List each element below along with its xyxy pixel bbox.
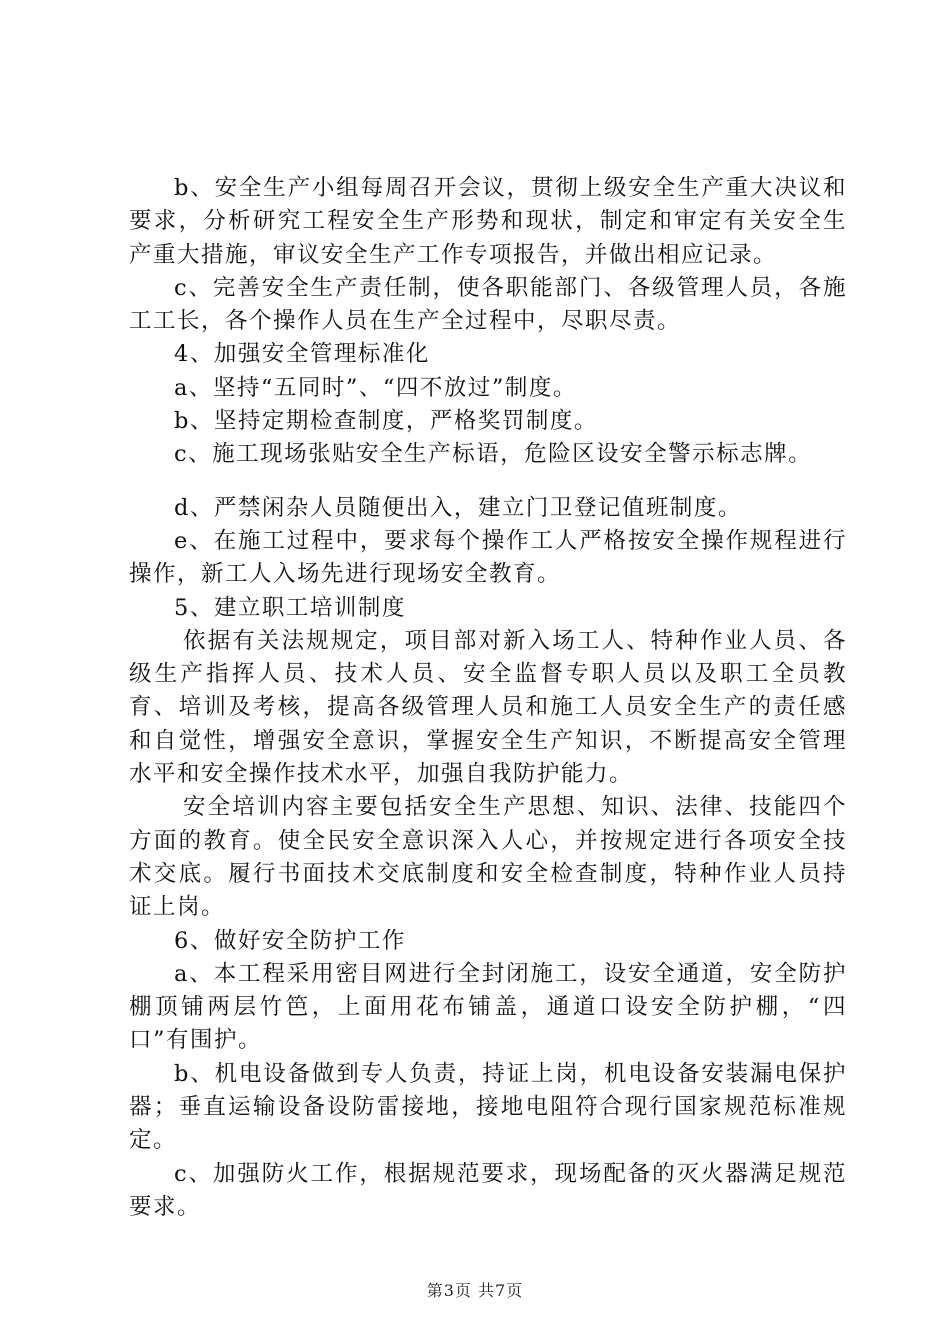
paragraph-d-no-idle-persons: d、严禁闲杂人员随便出入，建立门卫登记值班制度。 [174,494,742,521]
document-body [129,172,847,1224]
paragraph-a-five-simultaneous: a、坚持“五同时”、“四不放过”制度。 [174,374,577,401]
paragraph-b-regular-inspection: b、坚持定期检查制度，严格奖罚制度。 [174,408,598,435]
paragraph-b-weekly-meeting: b、安全生产小组每周召开会议，贯彻上级安全生产重大决议和要求，分析研究工程安全生产形势和现状，制定和审定有关安全生产重大措施，审议安全生产工作专项报告，并做出相应记录。 [129,175,847,268]
paragraph-training-regulations: 依据有关法规规定，项目部对新入场工人、特种作业人员、各级生产指挥人员、技术人员、安全监督专职人员以及职工全员教育、培训及考核，提高各级管理人员和施工人员安全生产的责任感和自觉性，增强安全意识，掌握安全生产知识，不断提高安全管理水平和安全操作技术水平，加强自我防护能力。 [129,627,847,788]
paragraph-c-responsibility-system: c、完善安全生产责任制，使各职能部门、各级管理人员，各施工工长，各个操作人员在生产全过程中，尽职尽责。 [129,274,847,335]
page-number-footer: 第3页 共7页 [426,1281,524,1300]
paragraph-e-operation-rules: e、在施工过程中，要求每个操作工人严格按安全操作规程进行操作，新工人入场先进行现场安全教育。 [129,527,847,588]
paragraph-c-fire-prevention: c、加强防火工作，根据规范要求，现场配备的灭火器满足规范要求。 [129,1160,847,1220]
paragraph-c-safety-slogans: c、施工现场张贴安全生产标语，危险区设安全警示标志牌。 [174,441,813,468]
section-heading-4: 4、加强安全管理标准化 [174,341,430,368]
paragraph-b-electrical-equipment: b、机电设备做到专人负责，持证上岗，机电设备安装漏电保护器；垂直运输设备设防雷接地，接地电阻符合现行国家规范标准规定。 [129,1060,847,1154]
paragraph-training-content: 安全培训内容主要包括安全生产思想、知识、法律、技能四个方面的教育。使全民安全意识深入人心，并按规定进行各项安全技术交底。履行书面技术交底制度和安全检查制度，特种作业人员持证上岗。 [129,794,847,921]
section-heading-6: 6、做好安全防护工作 [174,927,406,954]
section-heading-5: 5、建立职工培训制度 [174,594,406,621]
paragraph-a-closed-construction: a、本工程采用密目网进行全封闭施工，设安全通道，安全防护棚顶铺两层竹笆，上面用花布铺盖，通道口设安全防护棚，“四口”有围护。 [129,960,847,1054]
